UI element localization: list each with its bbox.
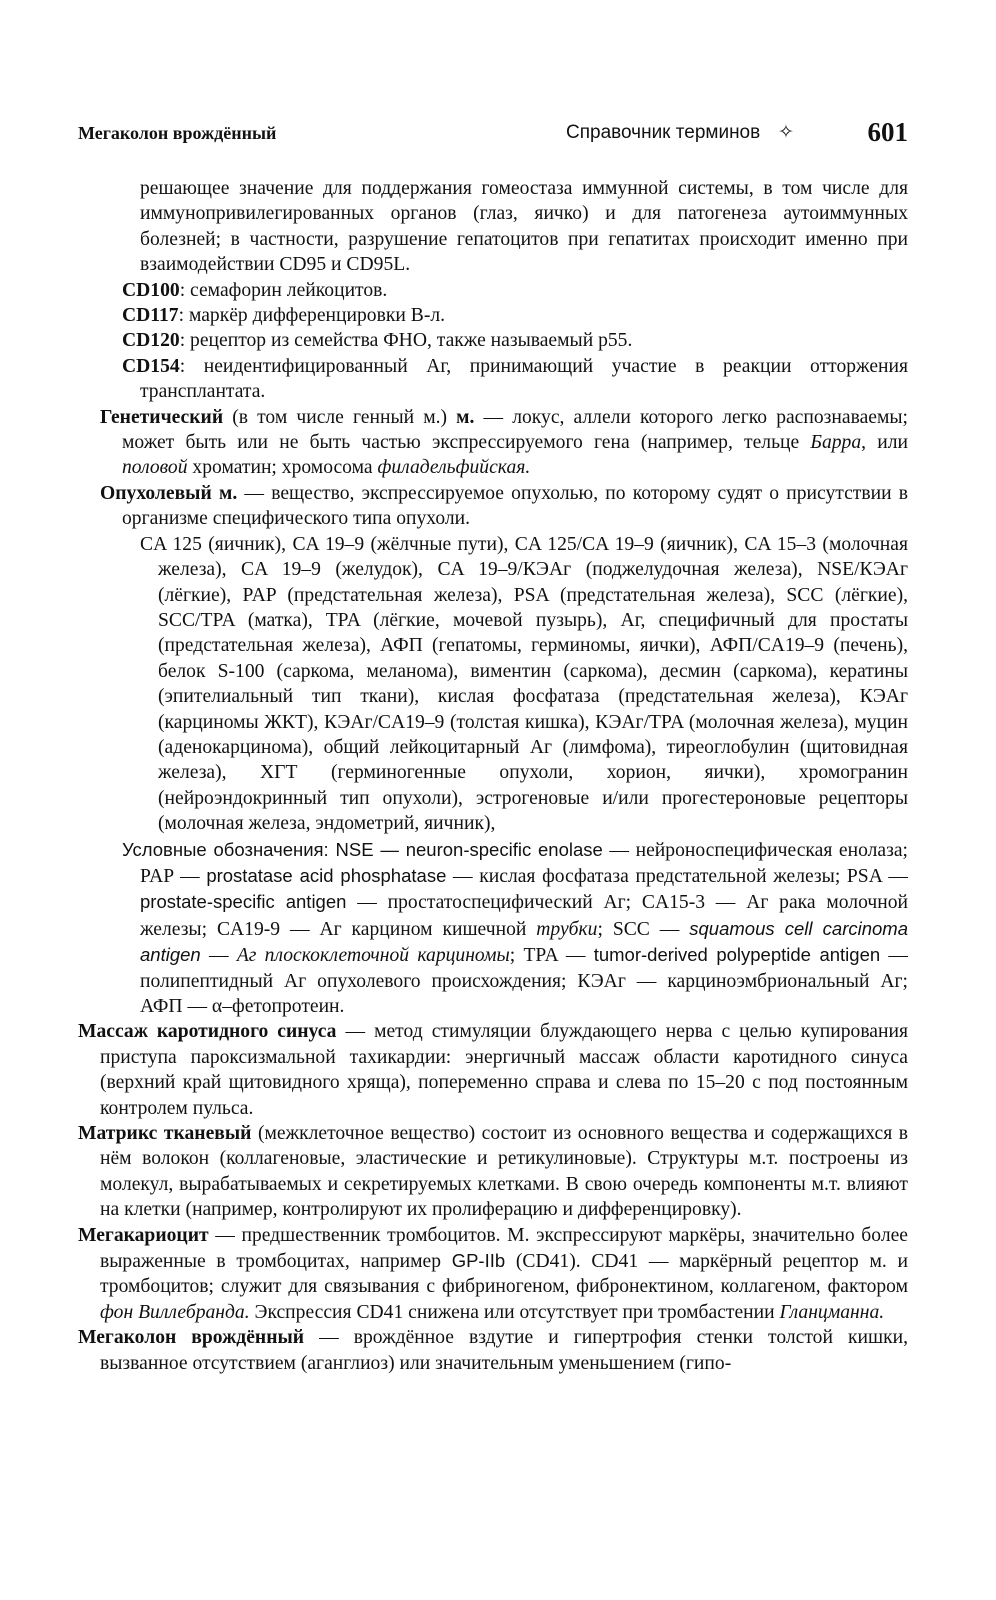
entry-congenital-megacolon [78, 1325, 908, 1376]
diamond-ornament-icon: ✧ [778, 121, 794, 143]
entry-text: : семафорин лейкоцитов. [179, 279, 388, 301]
entry-text: CA 125 (яичник), CA 19–9 (жёлчные пути), CA 125/CA 19–9 (яичник), CA 15–3 (молочная железа), CA 19–9 (желудок), CA 19–9/КЭАг (поджелудочная железа), NSE/КЭАг (лёгкие), PAP (предстательная железа), PSA (предстательная железа), SCC (лёгкие), SCC/TPA (матка), TPA (лёгкие, мочевой пузырь), Аг, специфичный для простаты (предстательная железа), АФП (гепатомы, герминомы, яички), АФП/CA19–9 (печень), белок S-100 (саркома, меланома), виментин (саркома), десмин (саркома), кератины (эпителиальный тип ткани), кислая фосфатаза (предстательная железа), КЭАг (карциномы ЖКТ), КЭАг/CA19–9 (толстая кишка), КЭАг/TPA (молочная железа), муцин (аденокарцинома), общий лейкоцитарный Аг (лимфома), тиреоглобулин (щитовидная железа), ХГТ (герминогенные опухоли, хорион, яички), хромогранин (нейроэндокринный тип опухоли), эстрогеновые и/или прогестероновые рецепторы (молочная железа, эндометрий, яичник), [140, 533, 908, 835]
entry-carotid-sinus-massage [78, 1019, 908, 1121]
entry-text: — метод стимуляции блуждающего нерва с целью купирования приступа пароксизмальной тахикардии: энергичный массаж области каротидного синуса (верхний край щитовидного хряща), попеременно справа и слева по 15–20 с под постоянным контролем пульса. [100, 1021, 908, 1119]
entry-text: — вещество, экспрессируемое опухолью, по которому судят о присутствии в организме специфического типа опухоли. [122, 482, 908, 530]
entry-text: , или [861, 432, 908, 454]
running-title: Мегаколон врождённый [78, 123, 277, 143]
entry-text: — врождённое вздутие и гипертрофия стенки толстой кишки, вызванное отсутствием (аганглиоз) или значительным уменьшением (гипо- [100, 1327, 908, 1374]
legend-text: prostate-specific antigen [140, 891, 347, 913]
legend-text: ; SCC — [597, 918, 690, 940]
legend-italic: Аг плоскоклеточной карциномы [236, 945, 510, 967]
entry-text: : неидентифицированный Аг, принимающий участие в реакции отторжения трансплантата. [140, 355, 908, 403]
entry-term: Массаж каротидного синуса [78, 1021, 337, 1043]
entry-tumor-marker [100, 481, 908, 532]
entry-term: Мегакариоцит [78, 1224, 209, 1246]
entry-cd154 [122, 354, 908, 405]
legend-text: — нейроноспецифическая енолаза; PAP — [140, 839, 908, 887]
legend-text: prostatase acid phosphatase [206, 864, 447, 886]
legend-text: — простатоспецифический Аг; CA15-3 — Аг рака молочной железы; CA19-9 — Аг карцином кишечной [140, 892, 908, 940]
entry-text: GP-IIb [451, 1250, 506, 1272]
page-body [78, 176, 908, 1376]
entry-cd120 [122, 328, 908, 353]
legend-italic: squamous cell carcinoma antigen [140, 917, 908, 966]
entry-term: Матрикс тканевый [78, 1123, 252, 1145]
entry-italic: филадельфийская. [377, 457, 531, 479]
entry-text: хроматин; хромосома [187, 457, 378, 479]
abbreviation-legend [122, 837, 908, 1020]
entry-cd100 [122, 278, 908, 303]
entry-term: CD117 [122, 305, 179, 327]
entry-term: Мегаколон врождённый [78, 1327, 305, 1349]
entry-text: — локус, аллели которого легко распознаваемы; может быть или не быть частью экспрессируемого гена (например, тельце [122, 406, 908, 454]
legend-text: — [200, 945, 237, 967]
entry-italic: половой [122, 457, 188, 479]
legend-text: neuron-specific enolase [405, 838, 603, 860]
running-header [78, 117, 908, 151]
entry-text: решающее значение для поддержания гомеостаза иммунной системы, в том числе для иммунопривилегированных органов (глаз, яичко) и для патогенеза аутоиммунных болезней; в частности, разрушение гепатоцитов при гепатитах происходит именно при взаимодействии CD95 и CD95L. [140, 178, 908, 276]
entry-text: (в том числе генный м.) [223, 406, 457, 428]
entry-italic: фон Виллебранда. [100, 1301, 250, 1323]
entry-italic: Барра [810, 432, 862, 454]
legend-text: tumor-derived polypeptide antigen [593, 944, 881, 966]
entry-cd117 [122, 303, 908, 328]
entry-text: — предшественник тромбоцитов. М. экспрессируют маркёры, значительно более выраженные в тромбоцитах, например [100, 1224, 908, 1273]
legend-text: ; TPA — [509, 945, 594, 967]
legend-text: — кислая фосфатаза предстательной железы; PSA — [446, 865, 909, 887]
entry-term: Опухолевый [100, 482, 212, 504]
entry-text: (CD41). CD41 — маркёрный рецептор м. и тромбоцитов; служит для связывания с фибриногеном, фибронектином, коллагеном, фактором [100, 1251, 908, 1298]
entry-term: CD120 [122, 330, 180, 352]
page-number: 601 [867, 117, 908, 147]
entry-text: : рецептор из семейства ФНО, также называемый p55. [179, 330, 633, 352]
entry-term: Генетический [100, 406, 224, 428]
entry-text: (межклеточное вещество) состоит из основного вещества и содержащихся в нём волокон (коллагеновые, эластические и ретикулиновые). Структуры м.т. построены из молекул, вырабатываемых и секретируемых клетками. В свою очередь компоненты м.т. влияют на клетки (например, контролируют их пролиферацию и дифференцировку). [100, 1123, 908, 1221]
entry-italic: Гланцманна. [779, 1301, 885, 1323]
legend-text: Условные обозначения: NSE — [122, 838, 406, 860]
entry-genetic-marker [100, 405, 908, 481]
entry-text: : маркёр дифференцировки В-л. [178, 305, 446, 327]
entry-tissue-matrix [78, 1121, 908, 1223]
entry-abbrev: м. [211, 482, 238, 504]
tumor-marker-list [140, 532, 908, 837]
entry-text: Экспрессия CD41 снижена или отсутствует при тромбастении [249, 1301, 780, 1323]
book-section-title: Справочник терминов [566, 122, 761, 143]
entry-cd95-continuation [140, 176, 908, 278]
entry-abbrev: м. [456, 406, 475, 428]
legend-text: — полипептидный Аг опухолевого происхождения; КЭАг — карциноэмбриональный Аг; АФП — α–фетопротеин. [140, 945, 909, 1017]
entry-megakaryocyte [78, 1223, 908, 1326]
entry-term: CD100 [122, 279, 180, 301]
entry-term: CD154 [122, 355, 180, 377]
legend-italic: трубки [536, 918, 598, 940]
